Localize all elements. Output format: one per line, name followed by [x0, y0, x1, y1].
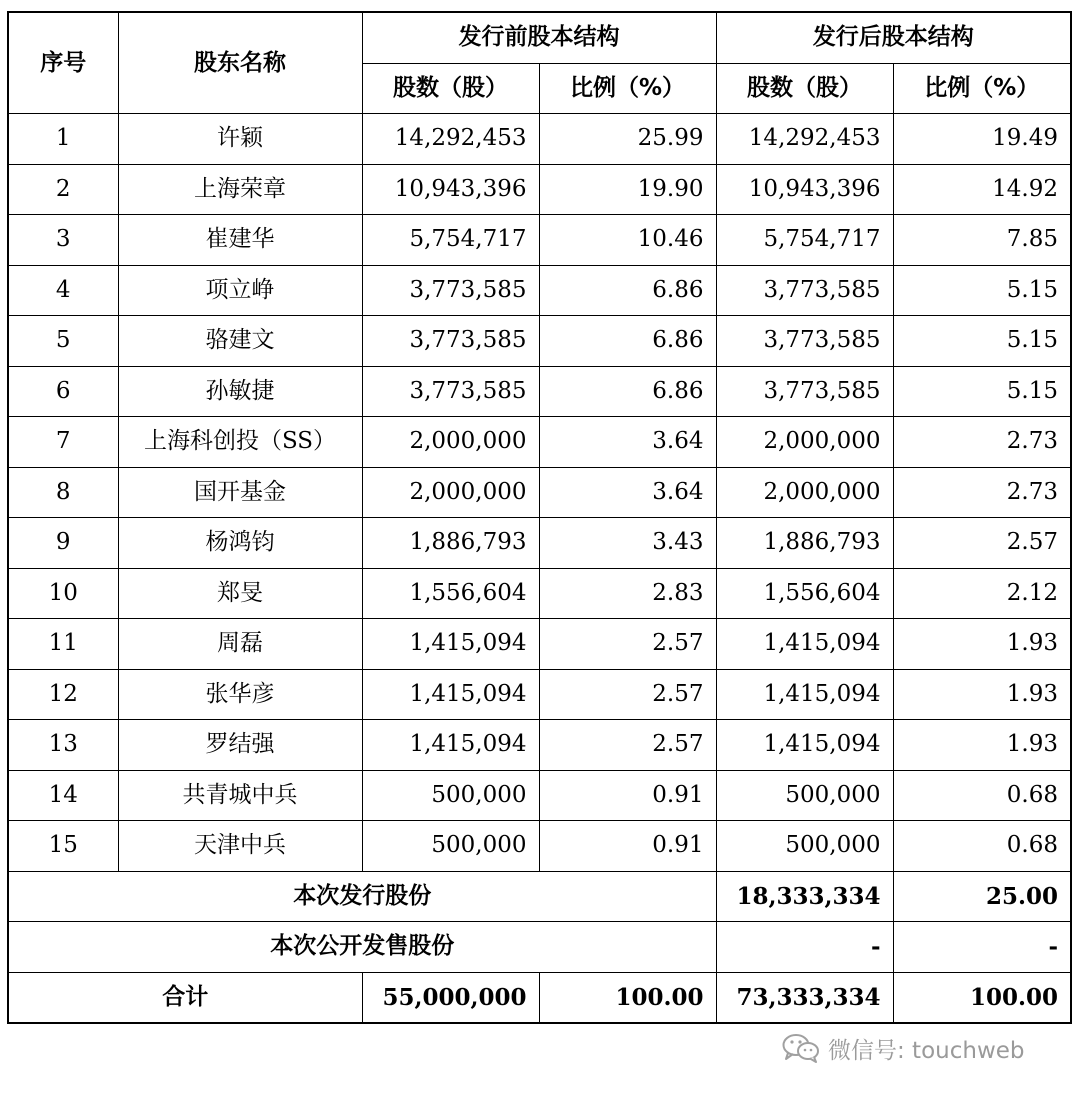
row-shareholder-name: 罗结强	[118, 720, 362, 771]
row-post-ratio: 7.85	[893, 215, 1071, 266]
row-pre-shares: 2,000,000	[362, 417, 539, 468]
row-pre-shares: 500,000	[362, 770, 539, 821]
row-post-shares: 5,754,717	[716, 215, 893, 266]
row-seq: 3	[8, 215, 118, 266]
row-post-shares: 2,000,000	[716, 417, 893, 468]
row-seq: 4	[8, 265, 118, 316]
wechat-watermark	[782, 1032, 1025, 1064]
row-pre-shares: 1,415,094	[362, 720, 539, 771]
row-post-shares: 1,415,094	[716, 619, 893, 670]
total-pre-ratio: 100.00	[539, 972, 716, 1023]
row-seq: 9	[8, 518, 118, 569]
total-pre-shares: 55,000,000	[362, 972, 539, 1023]
row-seq: 10	[8, 568, 118, 619]
row-post-shares: 3,773,585	[716, 366, 893, 417]
table-row	[8, 568, 1071, 619]
row-shareholder-name: 项立峥	[118, 265, 362, 316]
public-sale-post-ratio: -	[893, 922, 1071, 973]
row-post-ratio: 2.12	[893, 568, 1071, 619]
row-post-ratio: 5.15	[893, 316, 1071, 367]
header-pre-issue-group: 发行前股本结构	[362, 12, 716, 63]
header-row-1	[8, 12, 1071, 63]
row-pre-ratio: 25.99	[539, 114, 716, 165]
row-pre-shares: 1,415,094	[362, 669, 539, 720]
row-post-shares: 1,556,604	[716, 568, 893, 619]
row-seq: 6	[8, 366, 118, 417]
row-seq: 7	[8, 417, 118, 468]
issue-post-shares: 18,333,334	[716, 871, 893, 922]
row-shareholder-name: 许颖	[118, 114, 362, 165]
row-pre-shares: 2,000,000	[362, 467, 539, 518]
row-pre-ratio: 6.86	[539, 316, 716, 367]
row-post-ratio: 5.15	[893, 366, 1071, 417]
row-seq: 1	[8, 114, 118, 165]
summary-row-issue	[8, 871, 1071, 922]
table-row	[8, 164, 1071, 215]
table-row	[8, 215, 1071, 266]
header-post-issue-group: 发行后股本结构	[716, 12, 1071, 63]
table-row	[8, 114, 1071, 165]
row-post-ratio: 2.57	[893, 518, 1071, 569]
table-row	[8, 720, 1071, 771]
table-row	[8, 417, 1071, 468]
public-sale-label: 本次公开发售股份	[8, 922, 716, 973]
row-post-ratio: 2.73	[893, 467, 1071, 518]
row-pre-shares: 5,754,717	[362, 215, 539, 266]
row-seq: 11	[8, 619, 118, 670]
row-shareholder-name: 孙敏捷	[118, 366, 362, 417]
header-post-shares: 股数（股）	[716, 63, 893, 114]
row-seq: 14	[8, 770, 118, 821]
table-row	[8, 265, 1071, 316]
total-post-ratio: 100.00	[893, 972, 1071, 1023]
row-pre-ratio: 0.91	[539, 821, 716, 872]
row-seq: 15	[8, 821, 118, 872]
table-row	[8, 518, 1071, 569]
row-post-ratio: 2.73	[893, 417, 1071, 468]
row-post-ratio: 1.93	[893, 619, 1071, 670]
row-post-shares: 2,000,000	[716, 467, 893, 518]
total-label: 合计	[8, 972, 362, 1023]
row-post-shares: 1,415,094	[716, 669, 893, 720]
row-shareholder-name: 天津中兵	[118, 821, 362, 872]
row-post-ratio: 19.49	[893, 114, 1071, 165]
table-row	[8, 316, 1071, 367]
row-pre-shares: 3,773,585	[362, 366, 539, 417]
row-shareholder-name: 上海荣章	[118, 164, 362, 215]
row-pre-ratio: 2.83	[539, 568, 716, 619]
summary-row-public-sale	[8, 922, 1071, 973]
row-post-shares: 500,000	[716, 821, 893, 872]
row-pre-shares: 3,773,585	[362, 316, 539, 367]
header-seq: 序号	[8, 12, 118, 114]
row-shareholder-name: 张华彦	[118, 669, 362, 720]
row-pre-shares: 10,943,396	[362, 164, 539, 215]
table-row	[8, 467, 1071, 518]
row-shareholder-name: 周磊	[118, 619, 362, 670]
row-seq: 13	[8, 720, 118, 771]
row-pre-ratio: 10.46	[539, 215, 716, 266]
row-pre-shares: 1,415,094	[362, 619, 539, 670]
shareholding-table-container	[7, 11, 1070, 1024]
row-shareholder-name: 崔建华	[118, 215, 362, 266]
row-post-shares: 14,292,453	[716, 114, 893, 165]
row-pre-ratio: 2.57	[539, 619, 716, 670]
row-post-shares: 500,000	[716, 770, 893, 821]
public-sale-post-shares: -	[716, 922, 893, 973]
row-shareholder-name: 杨鸿钧	[118, 518, 362, 569]
table-row	[8, 821, 1071, 872]
total-post-shares: 73,333,334	[716, 972, 893, 1023]
row-pre-ratio: 0.91	[539, 770, 716, 821]
row-post-shares: 3,773,585	[716, 316, 893, 367]
row-pre-ratio: 2.57	[539, 669, 716, 720]
table-row	[8, 366, 1071, 417]
watermark-text: 微信号: touchweb	[828, 1037, 1025, 1064]
table-row	[8, 669, 1071, 720]
row-pre-shares: 1,886,793	[362, 518, 539, 569]
row-shareholder-name: 骆建文	[118, 316, 362, 367]
row-pre-ratio: 3.43	[539, 518, 716, 569]
row-seq: 8	[8, 467, 118, 518]
issue-post-ratio: 25.00	[893, 871, 1071, 922]
row-seq: 12	[8, 669, 118, 720]
row-pre-shares: 3,773,585	[362, 265, 539, 316]
row-shareholder-name: 郑旻	[118, 568, 362, 619]
header-name: 股东名称	[118, 12, 362, 114]
header-pre-shares: 股数（股）	[362, 63, 539, 114]
row-post-ratio: 1.93	[893, 720, 1071, 771]
row-seq: 5	[8, 316, 118, 367]
row-post-ratio: 14.92	[893, 164, 1071, 215]
row-pre-ratio: 3.64	[539, 417, 716, 468]
wechat-icon	[782, 1033, 820, 1063]
row-seq: 2	[8, 164, 118, 215]
row-shareholder-name: 上海科创投（SS）	[118, 417, 362, 468]
row-post-shares: 1,886,793	[716, 518, 893, 569]
summary-row-total	[8, 972, 1071, 1023]
row-pre-shares: 500,000	[362, 821, 539, 872]
row-pre-shares: 14,292,453	[362, 114, 539, 165]
header-pre-ratio: 比例（%）	[539, 63, 716, 114]
issue-label: 本次发行股份	[8, 871, 716, 922]
table-row	[8, 770, 1071, 821]
row-post-ratio: 1.93	[893, 669, 1071, 720]
header-post-ratio: 比例（%）	[893, 63, 1071, 114]
row-shareholder-name: 国开基金	[118, 467, 362, 518]
row-post-ratio: 5.15	[893, 265, 1071, 316]
row-post-shares: 1,415,094	[716, 720, 893, 771]
row-post-shares: 10,943,396	[716, 164, 893, 215]
row-shareholder-name: 共青城中兵	[118, 770, 362, 821]
row-post-ratio: 0.68	[893, 821, 1071, 872]
row-pre-ratio: 19.90	[539, 164, 716, 215]
shareholding-table	[7, 11, 1072, 1024]
row-pre-ratio: 6.86	[539, 366, 716, 417]
row-pre-ratio: 2.57	[539, 720, 716, 771]
row-pre-shares: 1,556,604	[362, 568, 539, 619]
table-row	[8, 619, 1071, 670]
row-post-shares: 3,773,585	[716, 265, 893, 316]
row-pre-ratio: 3.64	[539, 467, 716, 518]
row-pre-ratio: 6.86	[539, 265, 716, 316]
row-post-ratio: 0.68	[893, 770, 1071, 821]
